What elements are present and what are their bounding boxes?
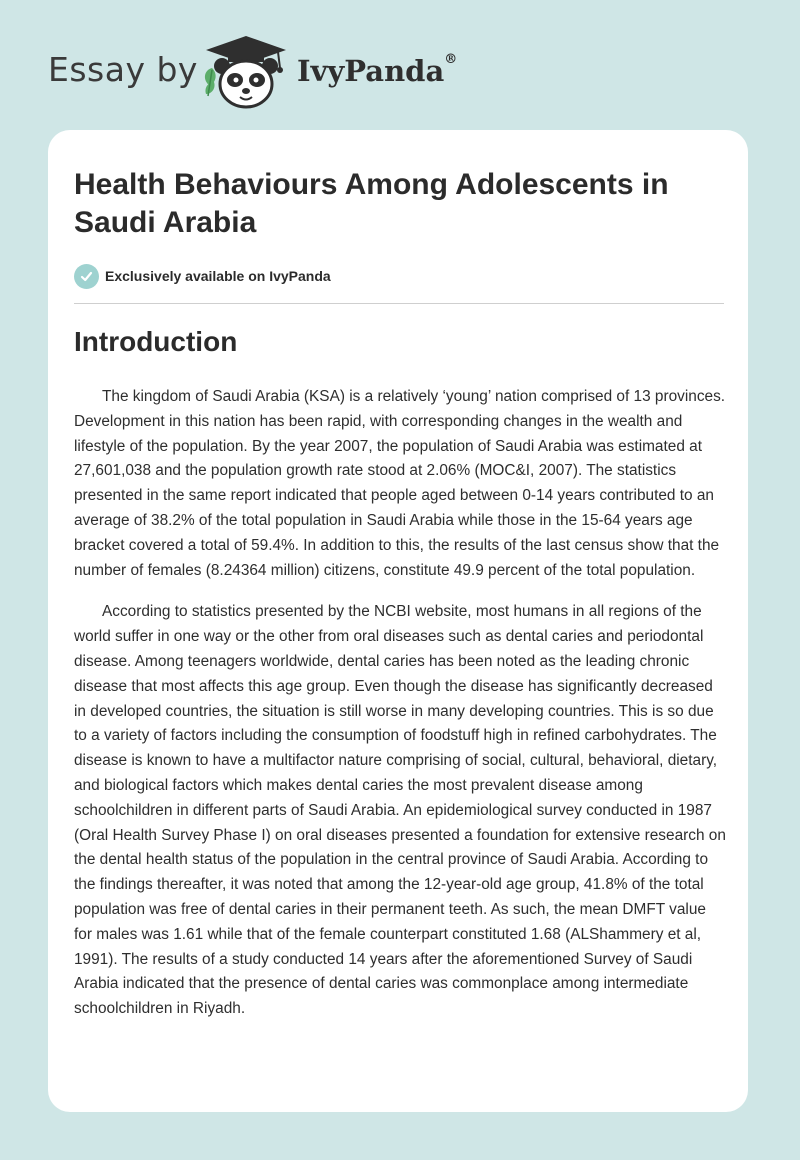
trademark-symbol: ® (444, 52, 458, 67)
essay-card (48, 130, 748, 1112)
brand-text: IvyPanda (297, 54, 445, 88)
page-title: Health Behaviours Among Adolescents in Saudi Arabia (74, 168, 669, 239)
article-body (74, 385, 726, 1039)
availability-text: Exclusively available on IvyPanda (105, 268, 331, 284)
availability-badge (74, 263, 331, 289)
panda-graduate-icon[interactable] (200, 34, 292, 110)
paragraph: According to statistics presented by the NCBI website, most humans in all regions of the world suffer in one way or the other from oral diseases such as dental caries and periodontal disease. Among teenagers worldwide, dental caries has been noted as the leading chronic disease that most affects this age group. Even though the disease has significantly decreased in developed countries, the situation is still worse in many developing countries. This is so due to a variety of factors including the consumption of foodstuff high in refined carbohydrates. The disease is known to have a multifactor nature comprising of social, cultural, behavioral, dietary, and biological factors which makes dental caries the most prevalent disease among schoolchildren in different parts of Saudi Arabia. An epidemiological survey conducted in 1987 (Oral Health Survey Phase I) on oral diseases presented a foundation for extensive research on the dental health status of the population in the central province of Saudi Arabia. According to the findings thereafter, it was noted that among the 12-year-old age group, 41.8% of the total population was free of dental caries in their permanent teeth. As such, the mean DMFT value for males was 1.61 while that of the female counterpart constituted 1.68 (ALShammery et al, 1991). The results of a study conducted 14 years after the aforementioned Survey of Saudi Arabia indicated that the presence of dental caries was commonplace among intermediate schoolchildren in Riyadh. (74, 603, 726, 1018)
site-header (0, 0, 800, 130)
essay-by-label: Essay by (48, 50, 198, 89)
checkmark-glyph (80, 270, 93, 283)
brand-name[interactable] (297, 54, 457, 88)
section-heading: Introduction (74, 326, 238, 357)
checkmark-icon (74, 264, 99, 289)
paragraph: The kingdom of Saudi Arabia (KSA) is a relatively ‘young’ nation comprised of 13 provinces. Development in this nation has been rapid, with corresponding changes in the wealth and lifestyle of the population. By the year 2007, the population of Saudi Arabia was estimated at 27,601,038 and the population growth rate stood at 2.06% (MOC&I, 2007). The statistics presented in the same report indicated that people aged between 0-14 years contributed to an average of 38.2% of the total population in Saudi Arabia while those in the 15-64 years age bracket covered a total of 59.4%. In addition to this, the results of the last census show that the number of females (8.24364 million) citizens, constitute 49.9 percent of the total population. (74, 388, 726, 579)
divider (74, 303, 724, 304)
